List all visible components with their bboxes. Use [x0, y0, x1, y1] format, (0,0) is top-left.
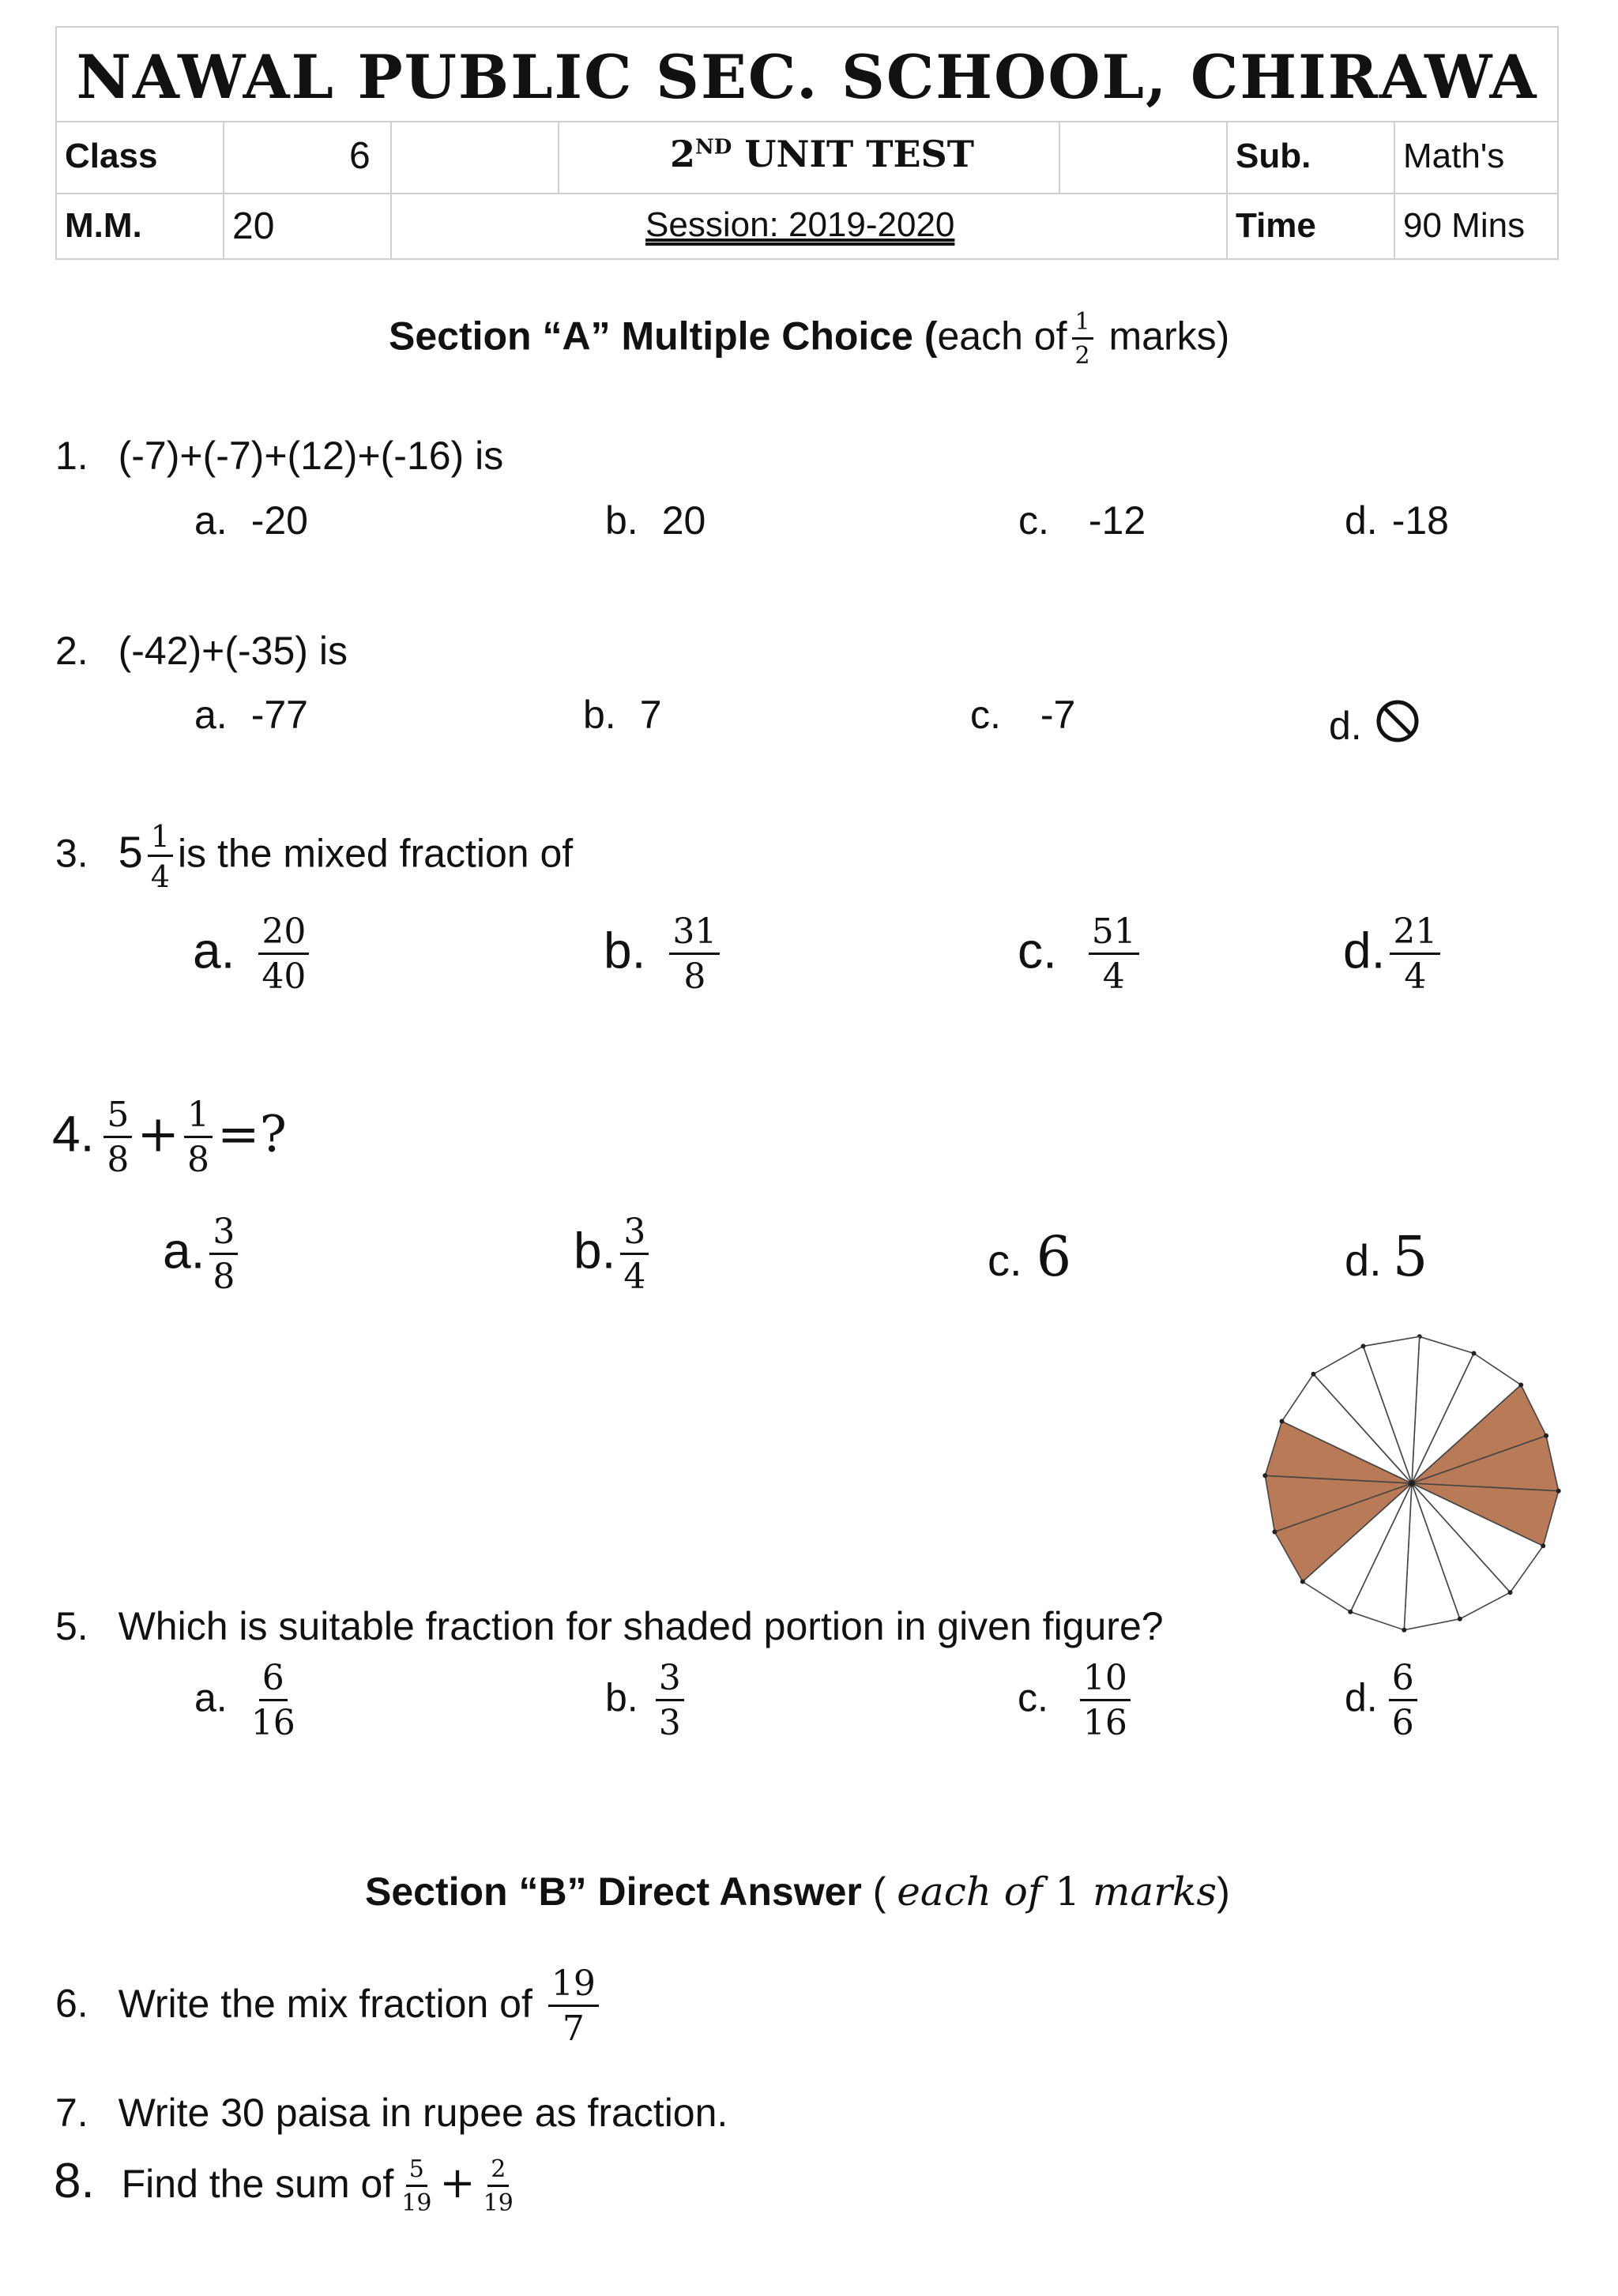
question-3 — [55, 821, 573, 892]
question-2 — [55, 628, 348, 674]
question-text: Find the sum of — [121, 2162, 394, 2206]
question-5 — [55, 1603, 1164, 1649]
time-value: 90 Mins — [1403, 206, 1526, 245]
subject-label: Sub. — [1236, 137, 1311, 175]
vertex-dot — [1518, 1383, 1523, 1388]
question-4: 4. $\frac{5}{8}$ + $\frac{1}{8}$ =? — [52, 1095, 287, 1180]
q2-option-b: b. 7 — [583, 693, 662, 737]
class-value: 6 — [349, 135, 371, 177]
test-number: 2 — [670, 133, 696, 175]
vertex-dot — [1472, 1351, 1477, 1356]
section-b-heading: Section “B” Direct Answer — [365, 1869, 862, 1914]
q2-option-a: a. -77 — [194, 693, 308, 737]
q4-option-b: b. $\frac{3}{4}$ — [574, 1215, 653, 1295]
fraction-denominator: 4 — [150, 859, 170, 894]
q3-option-d: d. $\frac{21}{4}$ — [1343, 915, 1445, 994]
vertex-dot — [1348, 1610, 1353, 1614]
question-6: 6. Write the mix fraction of $\frac{19}{7}$ — [55, 1967, 604, 2046]
test-name: UNIT TEST — [744, 133, 975, 175]
vertex-dot — [1280, 1419, 1285, 1424]
question-number: 3. — [55, 831, 88, 876]
mixed-whole: 5 — [118, 826, 143, 877]
school-name: NAWAL PUBLIC SEC. SCHOOL, CHIRAWA — [76, 42, 1538, 112]
shaded-circle-figure — [1254, 1325, 1570, 1641]
vertex-dot — [1544, 1434, 1548, 1438]
q3-option-a: a. $\frac{20}{40}$ — [193, 915, 314, 994]
vertex-dot — [1300, 1580, 1305, 1584]
question-8: 8. Find the sum of $\frac{5}{19}$ + $\frac{2}{19}$ — [54, 2154, 514, 2218]
q5-option-c: c. $\frac{10}{16}$ — [1018, 1661, 1135, 1741]
question-number: 2. — [55, 629, 88, 673]
question-1 — [55, 433, 503, 479]
question-number: 4. — [52, 1105, 95, 1163]
fraction-numerator: 1 — [1072, 310, 1093, 340]
q5-option-b: b. $\frac{3}{3}$ — [605, 1661, 689, 1741]
divider — [57, 121, 1557, 122]
q3-option-b: b. $\frac{31}{8}$ — [604, 915, 724, 994]
test-title — [670, 133, 974, 175]
equals-question: =? — [217, 1105, 287, 1164]
section-b-title: Section “B” Direct Answer ( each of 1 marks) — [365, 1869, 1230, 1915]
test-suffix: ND — [695, 135, 732, 160]
question-number: 6. — [55, 1981, 88, 2026]
q5-option-a: a. $\frac{6}{16}$ — [194, 1658, 295, 1743]
vertex-dot — [1556, 1489, 1561, 1494]
question-number: 1. — [55, 434, 88, 478]
vertex-dot — [1311, 1372, 1316, 1377]
question-text: (-42)+(-35) is — [118, 629, 348, 673]
q2-option-c: c. -7 — [970, 693, 1076, 737]
divider — [390, 121, 392, 260]
q1-option-b: b. 20 — [605, 498, 706, 543]
header-table — [55, 26, 1559, 260]
section-a-marks: marks) — [1097, 314, 1230, 359]
question-text: Write the mix fraction of — [118, 1981, 532, 2026]
vertex-dot — [1458, 1617, 1462, 1621]
q2-option-d: d. — [1329, 698, 1420, 749]
q4-option-c: c. 6 — [988, 1224, 1072, 1289]
q5-option-d: d. $\frac{6}{6}$ — [1345, 1661, 1422, 1741]
divider — [1226, 121, 1228, 260]
question-text: (-7)+(-7)+(12)+(-16) is — [118, 434, 504, 478]
vertex-dot — [1361, 1343, 1366, 1348]
question-text: Which is suitable fraction for shaded portion in given figure? — [118, 1604, 1164, 1648]
vertex-dot — [1262, 1473, 1267, 1478]
max-marks-label: M.M. — [65, 206, 142, 245]
q4-option-a: a. $\frac{3}{8}$ — [163, 1215, 243, 1295]
divider — [1394, 121, 1395, 260]
question-7 — [55, 2090, 728, 2136]
question-text: is the mixed fraction of — [177, 831, 574, 876]
class-label: Class — [65, 137, 158, 175]
session: Session: 2019-2020 — [645, 205, 955, 244]
question-text: Write 30 paisa in rupee as fraction. — [118, 2091, 728, 2135]
fraction-numerator: 1 — [148, 821, 173, 857]
question-number: 7. — [55, 2091, 88, 2135]
q1-option-c: c. -12 — [1018, 498, 1146, 543]
section-a-each-of: each of — [937, 314, 1067, 359]
divider — [1059, 121, 1060, 193]
q3-option-c: c. $\frac{51}{4}$ — [1018, 915, 1144, 994]
vertex-dot — [1272, 1530, 1277, 1535]
divider — [223, 121, 224, 260]
subject-value: Math's — [1403, 137, 1505, 175]
q1-option-a: a. -20 — [194, 498, 308, 543]
q1-option-d: d. -18 — [1345, 498, 1449, 543]
fraction-denominator: 2 — [1074, 342, 1090, 370]
section-a-title — [389, 310, 1229, 368]
section-a-heading: Section “A” Multiple Choice ( — [389, 314, 938, 359]
vertex-dot — [1508, 1590, 1513, 1595]
center-dot — [1409, 1480, 1415, 1486]
divider — [57, 193, 1557, 194]
vertex-dot — [1402, 1628, 1406, 1633]
time-label: Time — [1236, 206, 1316, 245]
plus-sign: + — [137, 1105, 179, 1164]
question-number: 5. — [55, 1604, 88, 1648]
vertex-dot — [1541, 1543, 1545, 1548]
max-marks-value: 20 — [232, 205, 275, 247]
question-number: 8. — [54, 2154, 95, 2208]
q4-option-d: d. 5 — [1345, 1224, 1428, 1289]
no-symbol-icon — [1375, 698, 1420, 744]
divider — [558, 121, 559, 193]
